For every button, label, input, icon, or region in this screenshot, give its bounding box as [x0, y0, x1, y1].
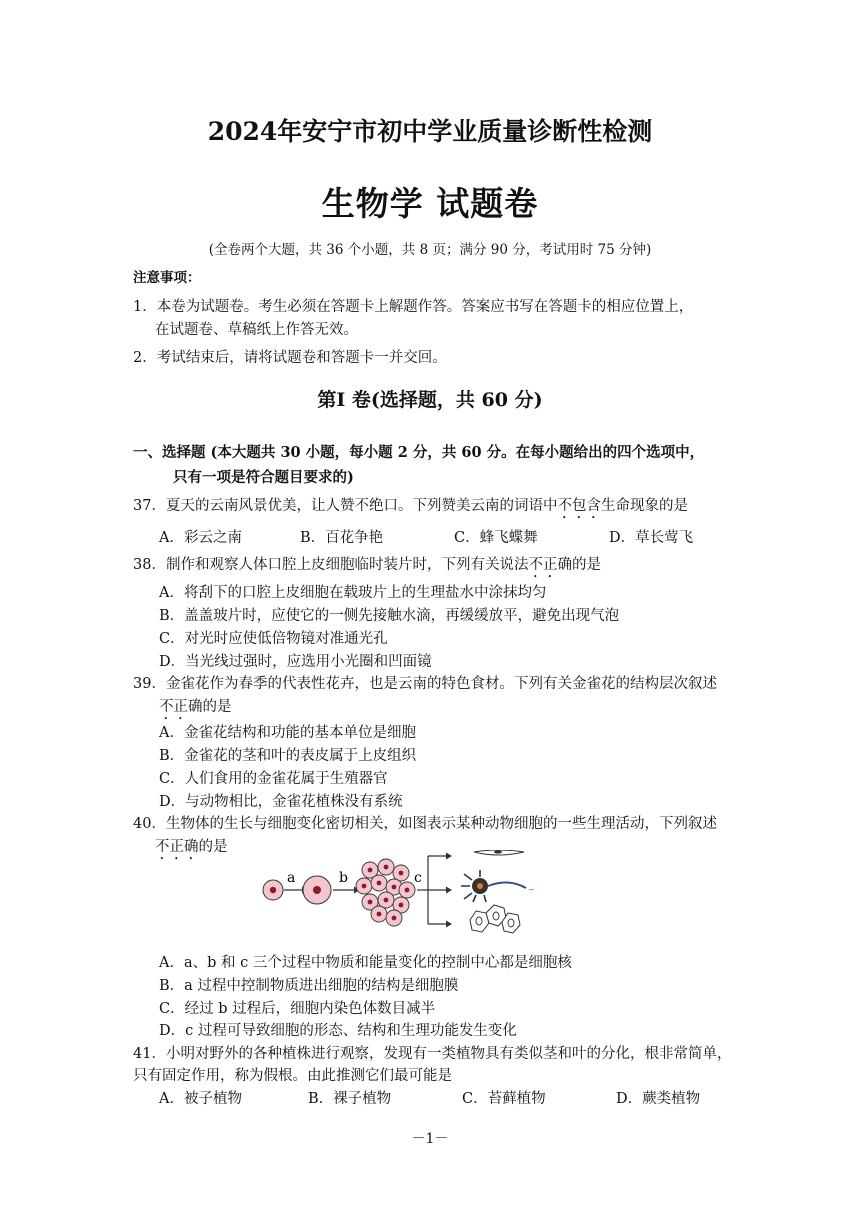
q38-option-c[interactable]: C．对光时应使低倍物镜对准通光孔: [159, 631, 388, 647]
emphasis-text: 不正确: [155, 839, 199, 855]
question-41-stem: 41．小明对野外的各种植株进行观察，发现有一类植物具有类似茎和叶的分化，根非常简单，: [133, 1046, 732, 1062]
notice-title: 注意事项：: [133, 270, 201, 286]
question-40-stem-cont: 不正确的是: [155, 839, 228, 855]
grown-cell-icon: [303, 876, 331, 904]
q37-option-a[interactable]: A．彩云之南: [159, 530, 242, 546]
notice-item-1-cont: 在试题卷、草稿纸上作答无效。: [155, 322, 358, 338]
q40-option-d[interactable]: D．c 过程可导致细胞的形态、结构和生理功能发生变化: [159, 1023, 517, 1039]
q41-option-b[interactable]: B．裸子植物: [308, 1091, 392, 1107]
question-39-stem: 39．金雀花作为春季的代表性花卉，也是云南的特色食材。下列有关金雀花的结构层次叙述: [133, 676, 717, 692]
q39-option-c[interactable]: C．人们食用的金雀花属于生殖器官: [159, 771, 388, 787]
q38-option-d[interactable]: D．当光线过强时，应选用小光圈和凹面镜: [159, 654, 432, 670]
label-a: a: [287, 870, 296, 886]
label-c: c: [414, 870, 422, 886]
section-title: 第I 卷(选择题，共 60 分): [317, 389, 543, 411]
section-instruction-cont: 只有一项是符合题目要求的): [173, 469, 354, 486]
question-41-stem-cont: 只有固定作用，称为假根。由此推测它们最可能是: [133, 1068, 452, 1084]
notice-item-2: 2．考试结束后，请将试题卷和答题卡一并交回。: [133, 350, 447, 366]
q39-option-d[interactable]: D．与动物相比，金雀花植株没有系统: [159, 794, 403, 810]
question-40-stem: 40．生物体的生长与细胞变化密切相关，如图表示某种动物细胞的一些生理活动，下列叙述: [133, 816, 717, 832]
page-number: －1－: [411, 1131, 449, 1147]
question-37-stem: 37．夏天的云南风景优美，让人赞不绝口。下列赞美云南的词语中不包含生命现象的是: [133, 498, 688, 514]
q41-option-c[interactable]: C．苔藓植物: [462, 1091, 546, 1107]
muscle-cell-icon: [474, 850, 524, 855]
q37-option-c[interactable]: C．蜂飞蝶舞: [454, 530, 538, 546]
neuron-cell-icon: [461, 870, 535, 902]
emphasis-text: 不正: [528, 557, 558, 573]
q40-option-b[interactable]: B．a 过程中控制物质进出细胞的结构是细胞膜: [159, 978, 459, 994]
q38-option-a[interactable]: A．将刮下的口腔上皮细胞在载玻片上的生理盐水中涂抹均匀: [159, 585, 547, 601]
q37-option-b[interactable]: B．百花争艳: [300, 530, 384, 546]
q39-option-b[interactable]: B．金雀花的茎和叶的表皮属于上皮组织: [159, 748, 417, 764]
section-instruction: 一、选择题 (本大题共 30 小题，每小题 2 分，共 60 分。在每小题给出的四个选项中，: [133, 444, 705, 461]
q39-option-a[interactable]: A．金雀花结构和功能的基本单位是细胞: [159, 725, 416, 741]
exam-title: 2024年安宁市初中学业质量诊断性检测: [207, 117, 653, 146]
q40-option-c[interactable]: C．经过 b 过程后，细胞内染色体数目减半: [159, 1001, 436, 1017]
question-39-stem-cont: 不正确的是: [159, 699, 232, 715]
q37-option-d[interactable]: D．草长莺飞: [609, 530, 694, 546]
q41-option-d[interactable]: D．蕨类植物: [616, 1091, 701, 1107]
svg-text:~: ~: [528, 885, 535, 894]
notice-item-1: 1．本卷为试题卷。考生必须在答题卡上解题作答。答案应书写在答题卡的相应位置上，: [133, 299, 694, 315]
q40-option-a[interactable]: A．a、b 和 c 三个过程中物质和能量变化的控制中心都是细胞核: [159, 955, 572, 971]
cell-process-figure: [258, 850, 548, 946]
single-cell-icon: [263, 880, 283, 900]
label-b: b: [339, 870, 348, 886]
question-38-stem: 38．制作和观察人体口腔上皮细胞临时装片时，下列有关说法不正确的是: [133, 557, 601, 573]
emphasis-text: 不正: [159, 699, 188, 715]
q41-option-a[interactable]: A．被子植物: [159, 1091, 242, 1107]
emphasis-text: 不包含: [557, 498, 601, 514]
exam-info: (全卷两个大题，共 36 个小题，共 8 页；满分 90 分，考试用时 75 分钟): [208, 242, 652, 258]
paper-subtitle: 生物学 试题卷: [321, 184, 539, 223]
q38-option-b[interactable]: B．盖盖玻片时，应使它的一侧先接触水滴，再缓缓放平，避免出现气泡: [159, 608, 620, 624]
